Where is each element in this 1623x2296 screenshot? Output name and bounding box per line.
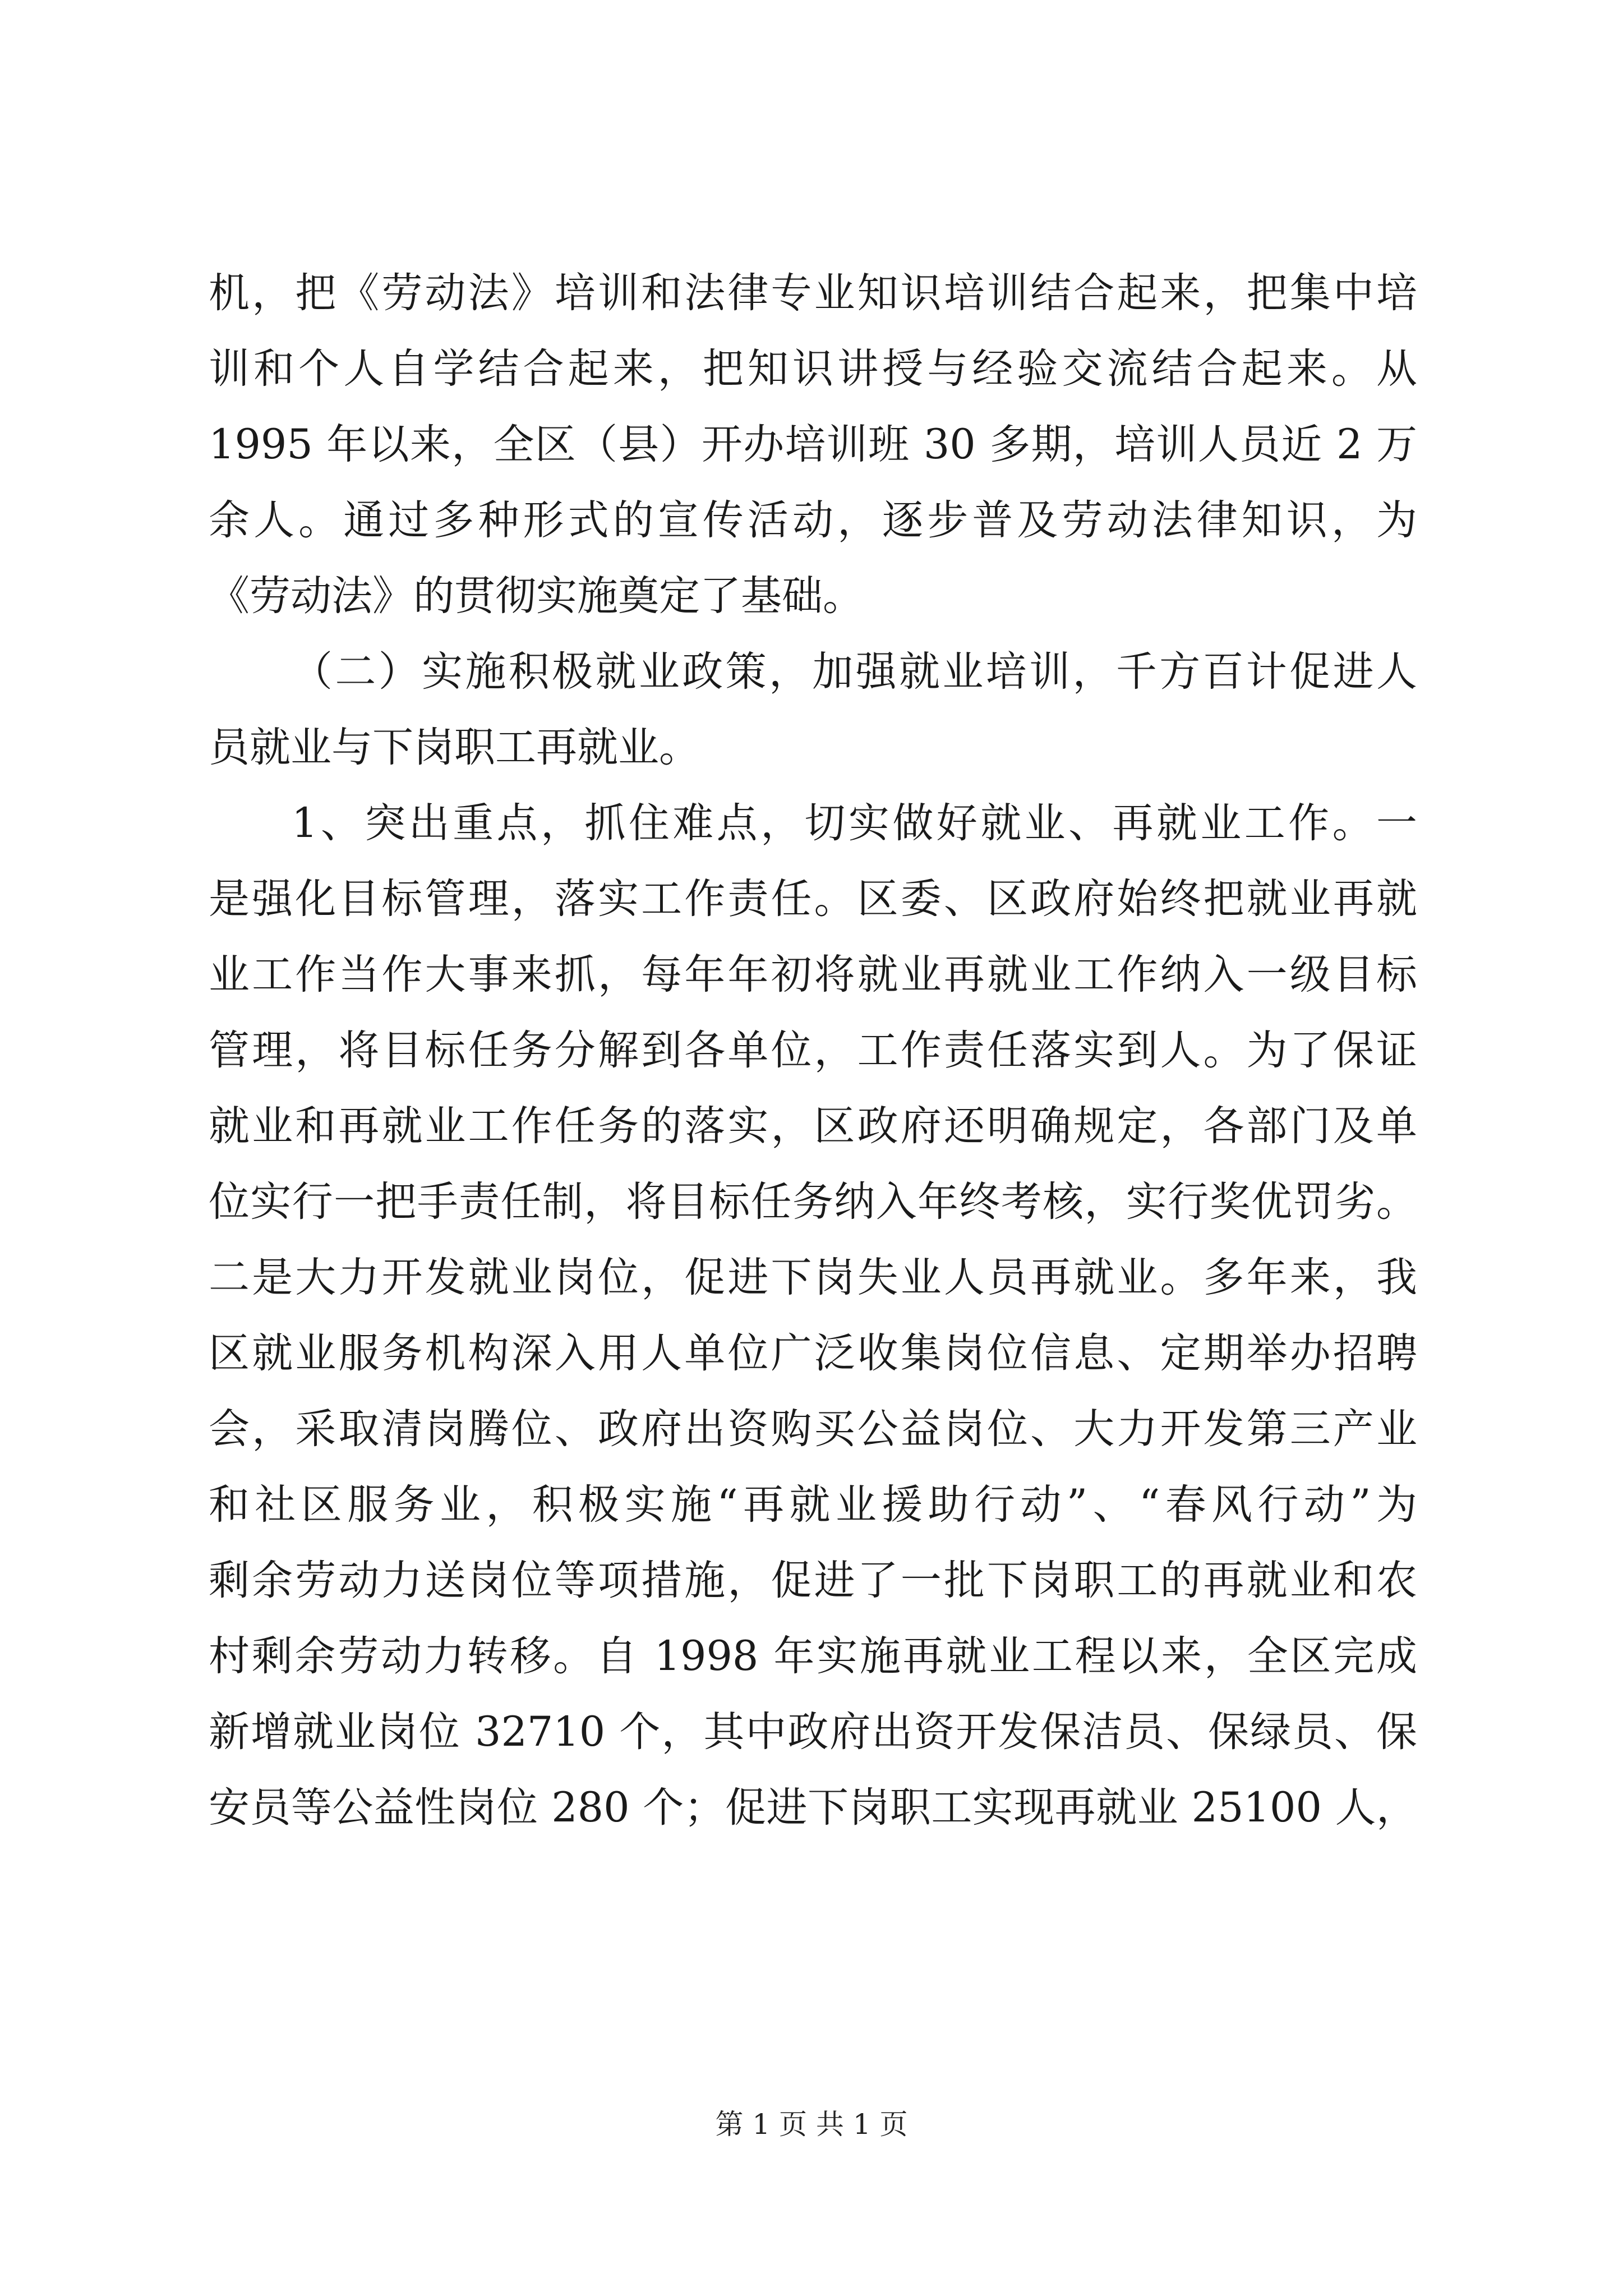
document-body xyxy=(209,255,1417,1846)
body-line: 1995 年以来，全区（县）开办培训班 30 多期，培训人员近 2 万 xyxy=(209,421,1417,468)
body-line: 位实行一把手责任制，将目标任务纳入年终考核，实行奖优罚劣。 xyxy=(209,1178,1417,1226)
body-line: 余人。通过多种形式的宣传活动，逐步普及劳动法律知识，为 xyxy=(209,496,1417,544)
body-line: 就业和再就业工作任务的落实，区政府还明确规定，各部门及单 xyxy=(209,1102,1417,1150)
body-line: 二是大力开发就业岗位，促进下岗失业人员再就业。多年来，我 xyxy=(209,1254,1417,1301)
section-heading-line: （二）实施积极就业政策，加强就业培训，千方百计促进人 xyxy=(292,648,1417,696)
body-line: 管理，将目标任务分解到各单位，工作责任落实到人。为了保证 xyxy=(209,1027,1417,1074)
body-line: 训和个人自学结合起来，把知识讲授与经验交流结合起来。从 xyxy=(209,345,1417,393)
body-line: 和社区服务业，积极实施“再就业援助行动”、“春风行动”为 xyxy=(209,1481,1417,1529)
body-line: 村剩余劳动力转移。自 1998 年实施再就业工程以来，全区完成 xyxy=(209,1632,1417,1680)
body-line: 剩余劳动力送岗位等项措施，促进了一批下岗职工的再就业和农 xyxy=(209,1557,1417,1604)
body-line: 机，把《劳动法》培训和法律专业知识培训结合起来，把集中培 xyxy=(209,269,1417,317)
section-heading-line: 员就业与下岗职工再就业。 xyxy=(209,724,700,771)
body-line: 会，采取清岗腾位、政府出资购买公益岗位、大力开发第三产业 xyxy=(209,1405,1417,1453)
body-line: 1、突出重点，抓住难点，切实做好就业、再就业工作。一 xyxy=(292,799,1417,847)
body-line: 安员等公益性岗位 280 个；促进下岗职工实现再就业 25100 人， xyxy=(209,1784,1417,1832)
body-line: 《劳动法》的贯彻实施奠定了基础。 xyxy=(209,572,864,620)
page-number-footer: 第 1 页 共 1 页 xyxy=(715,2108,908,2141)
body-line: 业工作当作大事来抓，每年年初将就业再就业工作纳入一级目标 xyxy=(209,951,1417,999)
body-line: 区就业服务机构深入用人单位广泛收集岗位信息、定期举办招聘 xyxy=(209,1329,1417,1377)
body-line: 新增就业岗位 32710 个，其中政府出资开发保洁员、保绿员、保 xyxy=(209,1708,1417,1756)
body-line: 是强化目标管理，落实工作责任。区委、区政府始终把就业再就 xyxy=(209,875,1417,923)
